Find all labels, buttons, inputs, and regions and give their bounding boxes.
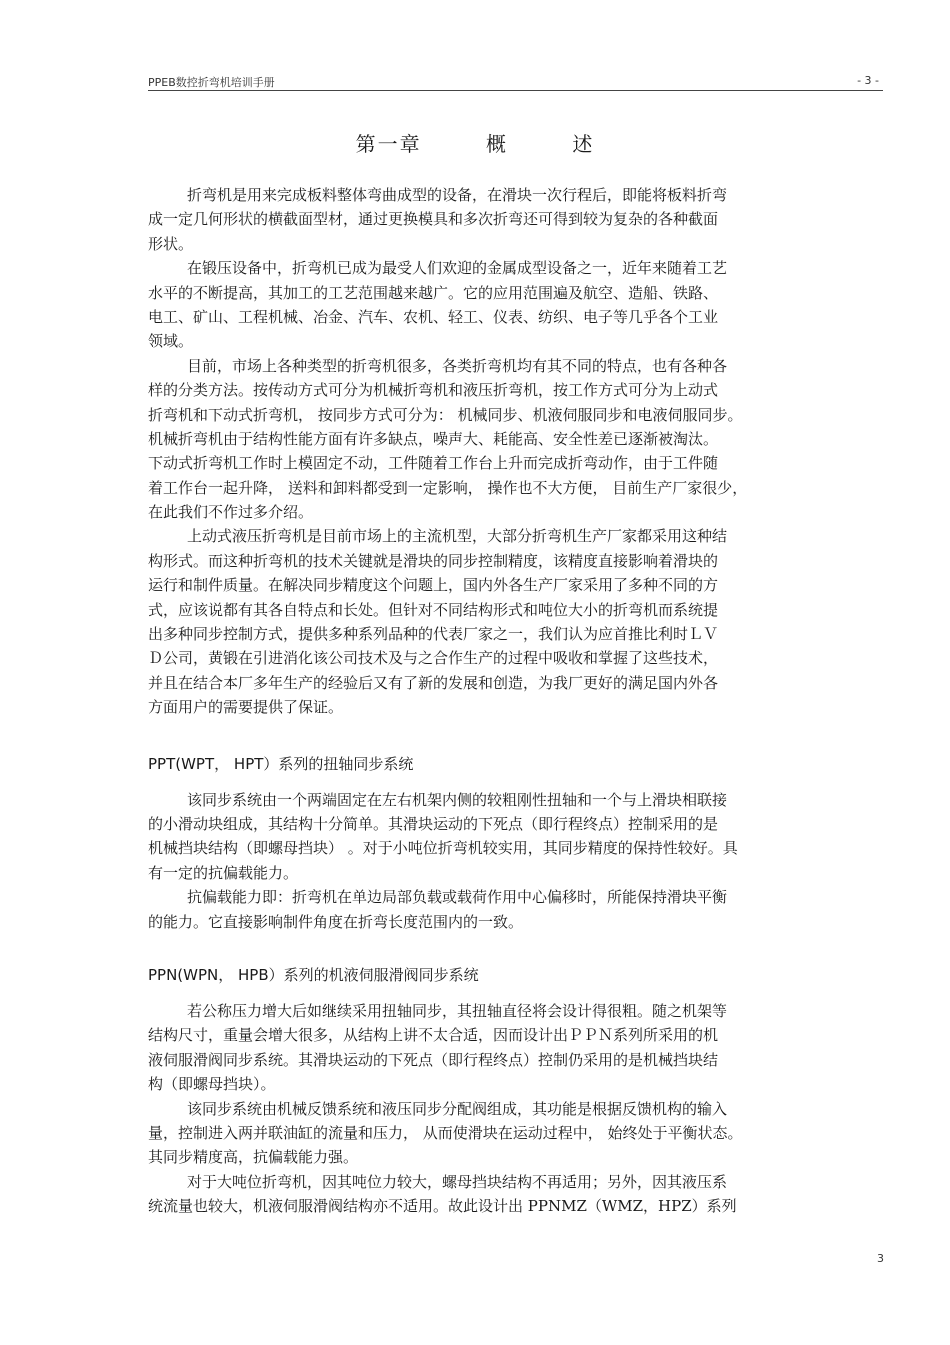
text-line: 并且在结合本厂多年生产的经验后又有了新的发展和创造，为我厂更好的满足国内外各 xyxy=(148,673,719,692)
paragraph-9 xyxy=(148,1170,888,1219)
text-line: 上动式液压折弯机是目前市场上的主流机型，大部分折弯机生产厂家都采用这种结 xyxy=(187,527,728,546)
text-line: 电工、矿山、工程机械、冶金、汽车、农机、轻工、仪表、纺织、电子等几乎各个工业 xyxy=(148,307,719,326)
chapter-title-a: 第一章 xyxy=(355,132,422,156)
text-line: 的能力。它直接影响制件角度在折弯长度范围内的一致。 xyxy=(148,912,524,931)
text-line: 该同步系统由一个两端固定在左右机架内侧的较粗刚性扭轴和一个与上滑块相联接 xyxy=(187,790,728,809)
text-line: 方面用户的需要提供了保证。 xyxy=(148,698,344,717)
section-heading-ppt: PPT(WPT， HPT）系列的扭轴同步系统 xyxy=(148,754,414,773)
paragraph-2 xyxy=(148,256,888,354)
text-line: 成一定几何形状的横截面型材，通过更换模具和多次折弯还可得到较为复杂的各种截面 xyxy=(148,210,719,229)
text-line: Ｄ公司，黄锻在引进消化该公司技术及与之合作生产的过程中吸收和掌握了这些技术， xyxy=(148,649,719,668)
text-line: 抗偏载能力即：折弯机在单边局部负载或载荷作用中心偏移时，所能保持滑块平衡 xyxy=(187,888,728,907)
paragraph-6 xyxy=(148,885,888,934)
paragraph-4 xyxy=(148,524,888,719)
page-header xyxy=(148,68,883,91)
header-page: - 3 - xyxy=(857,74,879,87)
text-line: 式，应该说都有其各自特点和长处。但针对不同结构形式和吨位大小的折弯机而系统提 xyxy=(148,600,719,619)
text-line: 目前，市场上各种类型的折弯机很多，各类折弯机均有其不同的特点，也有各种各 xyxy=(187,356,728,375)
text-line: 机械挡块结构（即螺母挡块） 。对于小吨位折弯机较实用，其同步精度的保持性较好。具 xyxy=(148,839,738,858)
text-line: 该同步系统由机械反馈系统和液压同步分配阀组成，其功能是根据反馈机构的输入 xyxy=(187,1099,728,1118)
chapter-title-c: 述 xyxy=(572,132,595,156)
paragraph-5 xyxy=(148,788,888,886)
text-line: 构（即螺母挡块）。 xyxy=(148,1075,276,1094)
text-line: 在锻压设备中，折弯机已成为最受人们欢迎的金属成型设备之一，近年来随着工艺 xyxy=(187,259,728,278)
text-line: 统流量也较大，机液伺服滑阀结构亦不适用。故此设计出 PPNMZ（WMZ，HPZ）系列 xyxy=(148,1197,737,1216)
paragraph-3 xyxy=(148,354,888,525)
text-line: 领域。 xyxy=(148,332,194,351)
text-line: 在此我们不作过多介绍。 xyxy=(148,503,314,522)
section-heading-ppn: PPN(WPN， HPB）系列的机液伺服滑阀同步系统 xyxy=(148,965,479,984)
paragraph-8 xyxy=(148,1097,888,1170)
text-line: 下动式折弯机工作时上模固定不动，工件随着工作台上升而完成折弯动作，由于工件随 xyxy=(148,454,719,473)
chapter-title xyxy=(0,128,950,157)
paragraph-7 xyxy=(148,999,888,1097)
text-line: 液伺服滑阀同步系统。其滑块运动的下死点（即行程终点）控制仍采用的是机械挡块结 xyxy=(148,1050,719,1069)
text-line: 水平的不断提高，其加工的工艺范围越来越广。它的应用范围遍及航空、造船、铁路、 xyxy=(148,283,719,302)
text-line: 折弯机是用来完成板料整体弯曲成型的设备，在滑块一次行程后，即能将板料折弯 xyxy=(187,186,728,204)
text-line: 结构尺寸，重量会增大很多，从结构上讲不太合适，因而设计出ＰＰＮ系列所采用的机 xyxy=(148,1026,719,1045)
text-line: 运行和制件质量。在解决同步精度这个问题上，国内外各生产厂家采用了多种不同的方 xyxy=(148,576,719,595)
header-title: PPEB数控折弯机培训手册 xyxy=(148,76,275,89)
paragraph-1 xyxy=(148,183,888,256)
text-line: 若公称压力增大后如继续采用扭轴同步，其扭轴直径将会设计得很粗。随之机架等 xyxy=(187,1001,728,1020)
chapter-title-b: 概 xyxy=(486,132,508,156)
text-line: 样的分类方法。按传动方式可分为机械折弯机和液压折弯机，按工作方式可分为上动式 xyxy=(148,381,719,400)
text-line: 着工作台一起升降， 送料和卸料都受到一定影响， 操作也不大方便， 目前生产厂家很少， xyxy=(148,478,748,497)
text-line: 形状。 xyxy=(148,234,194,253)
text-line: 折弯机和下动式折弯机， 按同步方式可分为： 机械同步、机液伺服同步和电液伺服同步。 xyxy=(148,405,743,424)
text-line: 的小滑动块组成，其结构十分简单。其滑块运动的下死点（即行程终点）控制采用的是 xyxy=(148,814,719,833)
page-number: 3 xyxy=(877,1252,884,1265)
text-line: 有一定的抗偏载能力。 xyxy=(148,863,299,882)
body-text xyxy=(148,183,888,1218)
text-line: 量，控制进入两并联油缸的流量和压力， 从而使滑块在运动过程中， 始终处于平衡状态。 xyxy=(148,1123,743,1142)
text-line: 其同步精度高，抗偏载能力强。 xyxy=(148,1148,359,1167)
text-line: 对于大吨位折弯机，因其吨位力较大，螺母挡块结构不再适用；另外，因其液压系 xyxy=(187,1172,728,1191)
text-line: 构形式。而这种折弯机的技术关键就是滑块的同步控制精度，该精度直接影响着滑块的 xyxy=(148,551,719,570)
text-line: 出多种同步控制方式，提供多种系列品种的代表厂家之一，我们认为应首推比利时ＬＶ xyxy=(148,625,719,644)
text-line: 机械折弯机由于结构性能方面有许多缺点，噪声大、耗能高、安全性差已逐渐被淘汰。 xyxy=(148,429,719,448)
